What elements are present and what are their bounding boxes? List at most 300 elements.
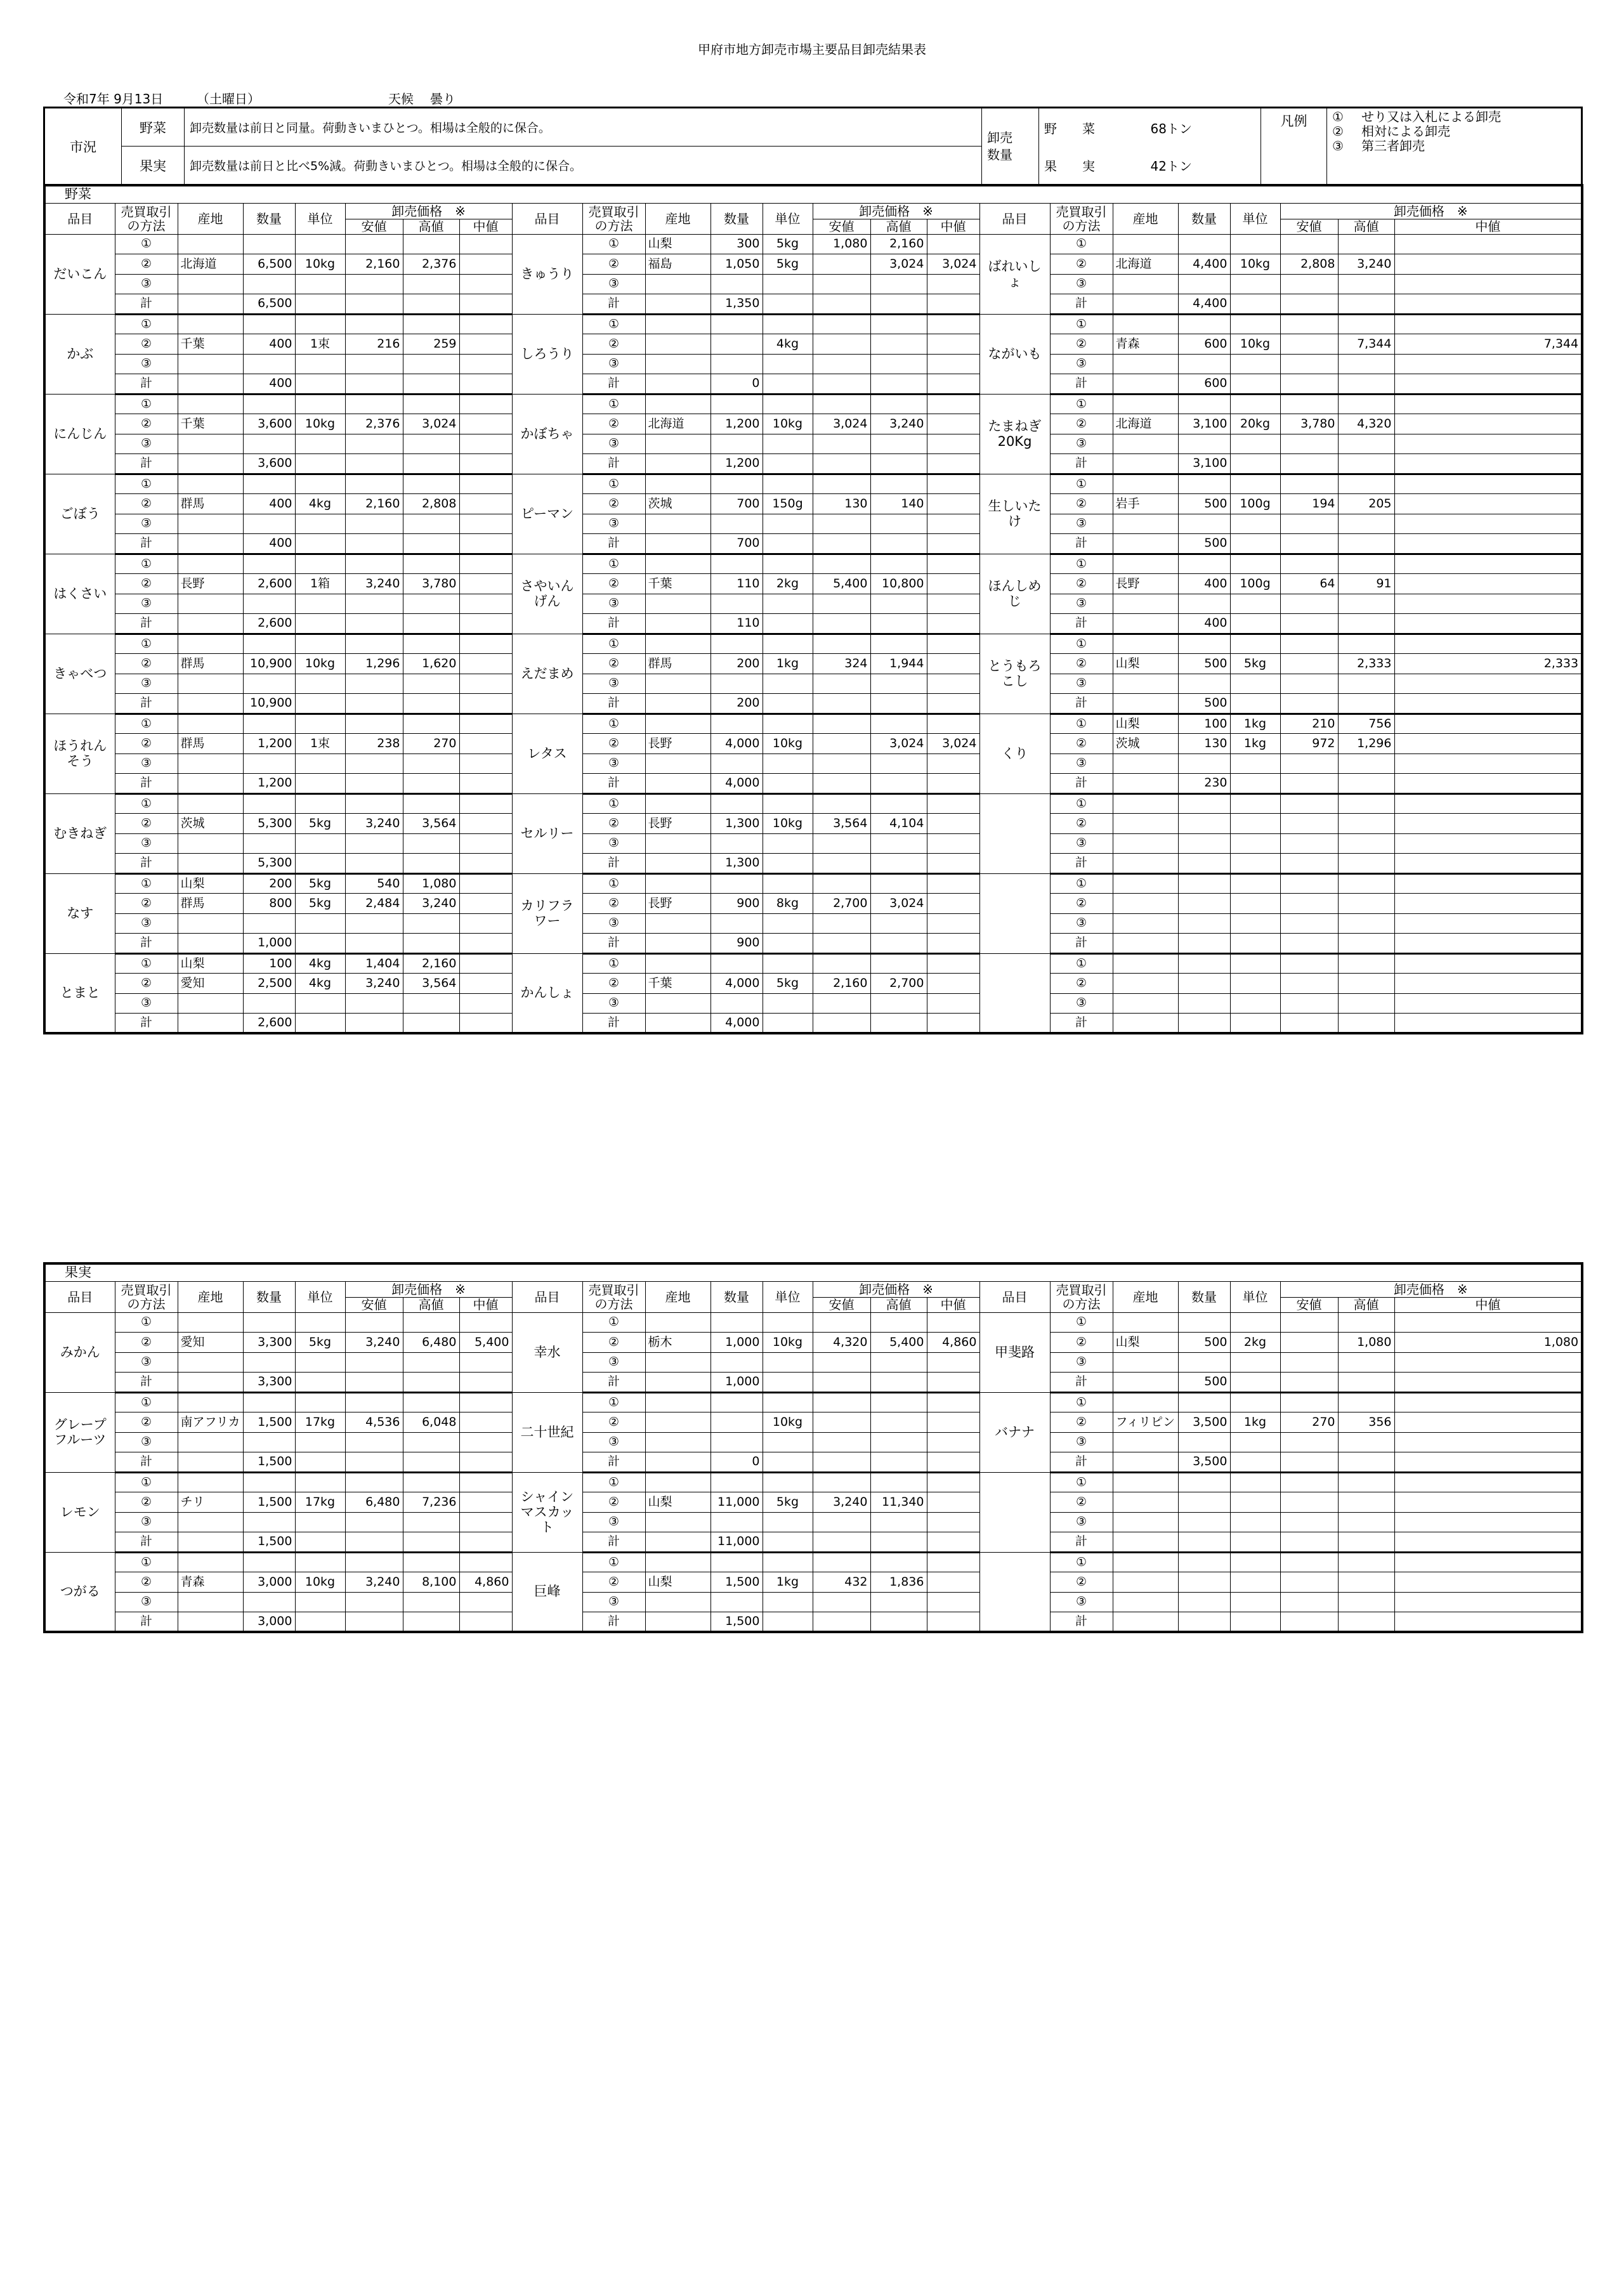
header-unit: 単位	[1230, 1281, 1280, 1312]
unit-cell	[763, 434, 813, 454]
quantity-cell	[1178, 854, 1230, 874]
table-row	[44, 934, 1582, 954]
high-price-cell: 3,564	[403, 814, 459, 834]
mid-price-cell	[1394, 354, 1582, 374]
mid-price-cell	[459, 594, 512, 614]
unit-cell: 1kg	[1230, 734, 1280, 754]
mid-price-cell	[927, 274, 979, 294]
mid-price-cell	[1394, 1373, 1582, 1393]
unit-cell	[1230, 674, 1280, 694]
item-name: 巨峰	[512, 1552, 582, 1632]
low-price-cell	[1280, 974, 1338, 994]
origin-cell: 栃木	[645, 1333, 710, 1353]
quantity-cell: 2,500	[243, 974, 295, 994]
high-price-cell	[403, 793, 459, 814]
table-row	[44, 793, 1582, 814]
method-mark: ③	[1050, 1432, 1113, 1452]
low-price-cell: 324	[813, 654, 870, 674]
item-name: だいこん	[44, 234, 115, 314]
origin-cell	[1113, 1392, 1178, 1412]
method-mark: ①	[582, 1312, 645, 1333]
method-mark: ①	[582, 953, 645, 974]
header-method-line2: の方法	[1062, 1296, 1101, 1312]
mid-price-cell	[927, 674, 979, 694]
high-price-cell	[870, 394, 927, 414]
origin-cell	[645, 934, 710, 954]
legend-text-1: せり又は入札による卸売	[1361, 109, 1501, 124]
high-price-cell	[403, 1452, 459, 1473]
quantity-cell: 3,000	[243, 1612, 295, 1633]
mid-price-cell	[459, 1552, 512, 1572]
origin-cell	[178, 1472, 243, 1492]
origin-cell: 山梨	[178, 953, 243, 974]
mid-price-cell	[459, 1412, 512, 1433]
method-mark: ③	[582, 594, 645, 614]
method-mark: ②	[582, 254, 645, 275]
item-name	[979, 793, 1050, 873]
low-price-cell: 2,160	[345, 254, 403, 275]
origin-cell: 愛知	[178, 1333, 243, 1353]
unit-cell	[295, 854, 345, 874]
header-price: 卸売価格 ※	[813, 203, 979, 219]
low-price-cell	[345, 833, 403, 854]
low-price-cell: 238	[345, 734, 403, 754]
mid-price-cell	[1394, 1612, 1582, 1633]
mid-price-cell	[927, 374, 979, 395]
mid-price-cell	[459, 314, 512, 334]
high-price-cell	[870, 934, 927, 954]
high-price-cell	[1338, 833, 1394, 854]
origin-cell	[1113, 1572, 1178, 1593]
method-mark: ②	[115, 494, 178, 514]
method-mark: ③	[582, 913, 645, 934]
header-method-line2: の方法	[1062, 218, 1101, 233]
method-mark: ③	[1050, 753, 1113, 774]
mid-price-cell	[459, 734, 512, 754]
section-header-row	[44, 185, 1582, 203]
origin-cell	[1113, 1452, 1178, 1473]
low-price-cell	[813, 1014, 870, 1034]
table-row	[44, 1532, 1582, 1553]
method-mark: ②	[115, 734, 178, 754]
origin-cell	[1113, 974, 1178, 994]
method-mark: ②	[582, 494, 645, 514]
quantity-cell: 2,600	[243, 1014, 295, 1034]
high-price-cell: 1,836	[870, 1572, 927, 1593]
high-price-cell	[1338, 1312, 1394, 1333]
method-mark: ①	[582, 474, 645, 494]
high-price-cell	[403, 934, 459, 954]
high-price-cell	[403, 294, 459, 315]
unit-cell: 5kg	[295, 1333, 345, 1353]
low-price-cell	[813, 714, 870, 734]
origin-cell	[1113, 434, 1178, 454]
high-price-cell	[870, 374, 927, 395]
item-name: 幸水	[512, 1312, 582, 1392]
table-row	[44, 474, 1582, 494]
method-mark: ③	[115, 1352, 178, 1373]
high-price-cell	[403, 1472, 459, 1492]
item-name: とまと	[44, 953, 115, 1033]
unit-cell	[295, 1373, 345, 1393]
quantity-cell	[1178, 314, 1230, 334]
quantity-cell	[710, 1352, 763, 1373]
high-price-cell	[870, 1592, 927, 1612]
unit-cell	[295, 434, 345, 454]
mid-price-cell	[927, 474, 979, 494]
method-mark: 計	[115, 1373, 178, 1393]
quantity-cell: 4,000	[710, 1014, 763, 1034]
origin-cell	[1113, 514, 1178, 534]
origin-cell	[1113, 1592, 1178, 1612]
unit-cell	[763, 294, 813, 315]
unit-cell	[295, 394, 345, 414]
high-price-cell	[1338, 534, 1394, 554]
high-price-cell: 3,024	[870, 734, 927, 754]
quantity-cell	[1178, 474, 1230, 494]
high-price-cell	[1338, 854, 1394, 874]
table-row	[44, 514, 1582, 534]
unit-cell	[1230, 634, 1280, 654]
quantity-cell	[243, 234, 295, 254]
method-mark: 計	[1050, 454, 1113, 474]
high-price-cell: 1,080	[1338, 1333, 1394, 1353]
origin-cell	[178, 294, 243, 315]
mid-price-cell	[1394, 774, 1582, 794]
header-quantity: 数量	[243, 203, 295, 234]
quantity-cell	[1178, 1432, 1230, 1452]
method-mark: 計	[1050, 774, 1113, 794]
header-low: 安値	[813, 219, 870, 234]
unit-cell	[1230, 594, 1280, 614]
high-price-cell: 3,024	[870, 894, 927, 914]
high-price-cell	[1338, 894, 1394, 914]
quantity-cell	[243, 674, 295, 694]
table-row	[44, 1392, 1582, 1412]
mid-price-cell	[927, 993, 979, 1014]
origin-cell: 長野	[645, 734, 710, 754]
quantity-cell: 10,900	[243, 694, 295, 714]
high-price-cell	[403, 594, 459, 614]
origin-cell	[645, 1014, 710, 1034]
mid-price-cell	[459, 554, 512, 574]
unit-cell: 5kg	[295, 873, 345, 894]
header-high: 高値	[1338, 219, 1394, 234]
method-mark: ②	[582, 1492, 645, 1513]
method-mark: 計	[1050, 694, 1113, 714]
quantity-cell: 3,000	[243, 1572, 295, 1593]
method-mark: ①	[1050, 793, 1113, 814]
header-unit: 単位	[295, 1281, 345, 1312]
mid-price-cell	[1394, 953, 1582, 974]
method-mark: 計	[115, 294, 178, 315]
low-price-cell	[813, 913, 870, 934]
origin-cell	[645, 1352, 710, 1373]
header-origin: 産地	[178, 1281, 243, 1312]
high-price-cell: 1,080	[403, 873, 459, 894]
quantity-cell	[710, 434, 763, 454]
table-row	[44, 414, 1582, 434]
origin-cell: 長野	[645, 894, 710, 914]
unit-cell	[763, 774, 813, 794]
low-price-cell	[1280, 1352, 1338, 1373]
quantity-cell	[243, 394, 295, 414]
low-price-cell: 540	[345, 873, 403, 894]
method-mark: 計	[582, 454, 645, 474]
mid-price-cell	[927, 494, 979, 514]
quantity-cell: 3,600	[243, 414, 295, 434]
unit-cell	[295, 474, 345, 494]
low-price-cell	[813, 554, 870, 574]
quantity-cell	[710, 274, 763, 294]
high-price-cell: 205	[1338, 494, 1394, 514]
quantity-cell	[710, 793, 763, 814]
quantity-cell	[243, 913, 295, 934]
quantity-cell: 500	[1178, 534, 1230, 554]
low-price-cell	[345, 753, 403, 774]
high-price-cell	[403, 554, 459, 574]
quantity-cell	[710, 594, 763, 614]
method-mark: 計	[582, 294, 645, 315]
quantity-cell	[1178, 1392, 1230, 1412]
origin-cell	[178, 1552, 243, 1572]
unit-cell	[1230, 694, 1280, 714]
quantity-cell: 500	[1178, 694, 1230, 714]
method-mark: 計	[582, 694, 645, 714]
header-low: 安値	[1280, 1297, 1338, 1312]
unit-cell	[763, 993, 813, 1014]
high-price-cell	[1338, 993, 1394, 1014]
quantity-cell	[1178, 274, 1230, 294]
quantity-cell: 1,000	[243, 934, 295, 954]
mid-price-cell	[927, 614, 979, 634]
quantity-cell	[710, 514, 763, 534]
quantity-cell: 1,500	[243, 1532, 295, 1553]
low-price-cell: 2,700	[813, 894, 870, 914]
method-mark: ③	[1050, 913, 1113, 934]
header-price: 卸売価格 ※	[345, 203, 512, 219]
quantity-cell	[1178, 953, 1230, 974]
table-row	[44, 1472, 1582, 1492]
low-price-cell	[1280, 334, 1338, 355]
item-name	[979, 1472, 1050, 1552]
method-mark: ①	[115, 1312, 178, 1333]
quantity-cell: 500	[1178, 1333, 1230, 1353]
header-high: 高値	[403, 1297, 459, 1312]
method-mark: ③	[582, 354, 645, 374]
origin-cell	[1113, 674, 1178, 694]
high-price-cell: 11,340	[870, 1492, 927, 1513]
header-high: 高値	[870, 219, 927, 234]
high-price-cell	[1338, 694, 1394, 714]
high-price-cell: 1,620	[403, 654, 459, 674]
method-mark: ③	[1050, 1592, 1113, 1612]
low-price-cell	[813, 1512, 870, 1532]
origin-cell	[178, 694, 243, 714]
method-mark: ②	[582, 734, 645, 754]
origin-cell	[1113, 634, 1178, 654]
low-price-cell	[813, 873, 870, 894]
mid-price-cell	[1394, 374, 1582, 395]
mid-price-cell	[1394, 694, 1582, 714]
unit-cell	[763, 694, 813, 714]
origin-cell: 群馬	[178, 494, 243, 514]
item-name: にんじん	[44, 394, 115, 474]
origin-cell	[178, 1612, 243, 1633]
unit-cell	[1230, 394, 1280, 414]
quantity-cell	[1178, 993, 1230, 1014]
unit-cell	[295, 514, 345, 534]
item-name: 甲斐路	[979, 1312, 1050, 1392]
quantity-cell: 0	[710, 374, 763, 395]
origin-cell: 山梨	[645, 1492, 710, 1513]
header-item: 品目	[44, 203, 115, 234]
unit-cell	[1230, 953, 1280, 974]
quantity-cell	[1178, 814, 1230, 834]
method-mark: ③	[582, 514, 645, 534]
mid-price-cell	[459, 793, 512, 814]
quantity-cell: 130	[1178, 734, 1230, 754]
quantity-cell	[710, 474, 763, 494]
low-price-cell: 64	[1280, 574, 1338, 594]
unit-cell: 1kg	[763, 654, 813, 674]
quantity-cell	[1178, 894, 1230, 914]
origin-cell	[178, 534, 243, 554]
quantity-cell	[243, 1592, 295, 1612]
unit-cell	[295, 554, 345, 574]
method-mark: ②	[582, 1412, 645, 1433]
item-name: きゃべつ	[44, 634, 115, 714]
method-mark: ③	[1050, 833, 1113, 854]
low-price-cell	[813, 993, 870, 1014]
mid-price-cell	[1394, 814, 1582, 834]
section-header-row	[44, 1263, 1582, 1281]
unit-cell	[1230, 374, 1280, 395]
method-mark: ②	[115, 894, 178, 914]
method-mark: ③	[115, 913, 178, 934]
quantity-cell	[1178, 1352, 1230, 1373]
method-mark: ③	[115, 514, 178, 534]
low-price-cell	[813, 753, 870, 774]
high-price-cell	[870, 913, 927, 934]
mid-price-cell	[1394, 294, 1582, 315]
method-mark: ③	[115, 594, 178, 614]
unit-cell: 150g	[763, 494, 813, 514]
origin-cell: 長野	[1113, 574, 1178, 594]
mid-price-cell	[927, 314, 979, 334]
mid-price-cell	[1394, 1532, 1582, 1553]
unit-cell	[1230, 894, 1280, 914]
item-name: くり	[979, 714, 1050, 793]
origin-cell	[645, 793, 710, 814]
header-price: 卸売価格 ※	[1280, 1281, 1582, 1297]
method-mark: ③	[1050, 1352, 1113, 1373]
mid-price-cell	[459, 934, 512, 954]
quantity-cell: 1,500	[243, 1492, 295, 1513]
unit-cell: 10kg	[295, 654, 345, 674]
mid-price-cell	[459, 1472, 512, 1492]
quantity-cell: 0	[710, 1452, 763, 1473]
method-mark: ②	[115, 334, 178, 355]
item-name	[979, 1552, 1050, 1632]
volume-label	[982, 108, 1039, 185]
unit-cell	[1230, 614, 1280, 634]
method-mark: ①	[1050, 873, 1113, 894]
high-price-cell: 356	[1338, 1412, 1394, 1433]
quantity-cell	[710, 993, 763, 1014]
mid-price-cell	[459, 654, 512, 674]
market-veg-label: 野菜	[122, 108, 185, 147]
unit-cell: 100g	[1230, 574, 1280, 594]
quantity-cell	[1178, 1472, 1230, 1492]
header-quantity: 数量	[1178, 203, 1230, 234]
method-mark: ③	[582, 1432, 645, 1452]
mid-price-cell	[459, 494, 512, 514]
item-name: えだまめ	[512, 634, 582, 714]
header-origin: 産地	[1113, 203, 1178, 234]
header-low: 安値	[345, 1297, 403, 1312]
mid-price-cell	[459, 434, 512, 454]
quantity-cell: 700	[710, 534, 763, 554]
mid-price-cell	[459, 854, 512, 874]
unit-cell: 1束	[295, 734, 345, 754]
low-price-cell	[813, 1592, 870, 1612]
quantity-cell	[243, 474, 295, 494]
high-price-cell	[870, 854, 927, 874]
mid-price-cell	[927, 1492, 979, 1513]
unit-cell: 10kg	[295, 414, 345, 434]
high-price-cell: 2,160	[870, 234, 927, 254]
quantity-cell: 4,000	[710, 774, 763, 794]
low-price-cell	[345, 934, 403, 954]
mid-price-cell	[927, 234, 979, 254]
quantity-cell: 500	[1178, 494, 1230, 514]
low-price-cell	[813, 1392, 870, 1412]
origin-cell	[178, 1592, 243, 1612]
origin-cell	[645, 614, 710, 634]
low-price-cell: 2,484	[345, 894, 403, 914]
mid-price-cell	[1394, 793, 1582, 814]
method-mark: 計	[115, 694, 178, 714]
high-price-cell	[1338, 1572, 1394, 1593]
unit-cell	[1230, 993, 1280, 1014]
origin-cell	[1113, 753, 1178, 774]
high-price-cell	[1338, 594, 1394, 614]
low-price-cell: 210	[1280, 714, 1338, 734]
mid-price-cell	[927, 833, 979, 854]
high-price-cell	[403, 1014, 459, 1034]
mid-price-cell	[459, 614, 512, 634]
origin-cell	[178, 854, 243, 874]
origin-cell	[645, 1412, 710, 1433]
high-price-cell	[403, 1592, 459, 1612]
quantity-cell: 1,200	[710, 414, 763, 434]
quantity-cell	[710, 1392, 763, 1412]
low-price-cell	[813, 1352, 870, 1373]
mid-price-cell	[927, 1014, 979, 1034]
unit-cell	[763, 833, 813, 854]
high-price-cell	[1338, 1532, 1394, 1553]
unit-cell: 5kg	[763, 974, 813, 994]
mid-price-cell	[1394, 414, 1582, 434]
mid-price-cell	[1394, 993, 1582, 1014]
origin-cell	[1113, 614, 1178, 634]
quantity-cell: 500	[1178, 1373, 1230, 1393]
high-price-cell	[1338, 1452, 1394, 1473]
method-mark: ①	[1050, 634, 1113, 654]
low-price-cell	[813, 953, 870, 974]
origin-cell: 青森	[178, 1572, 243, 1593]
